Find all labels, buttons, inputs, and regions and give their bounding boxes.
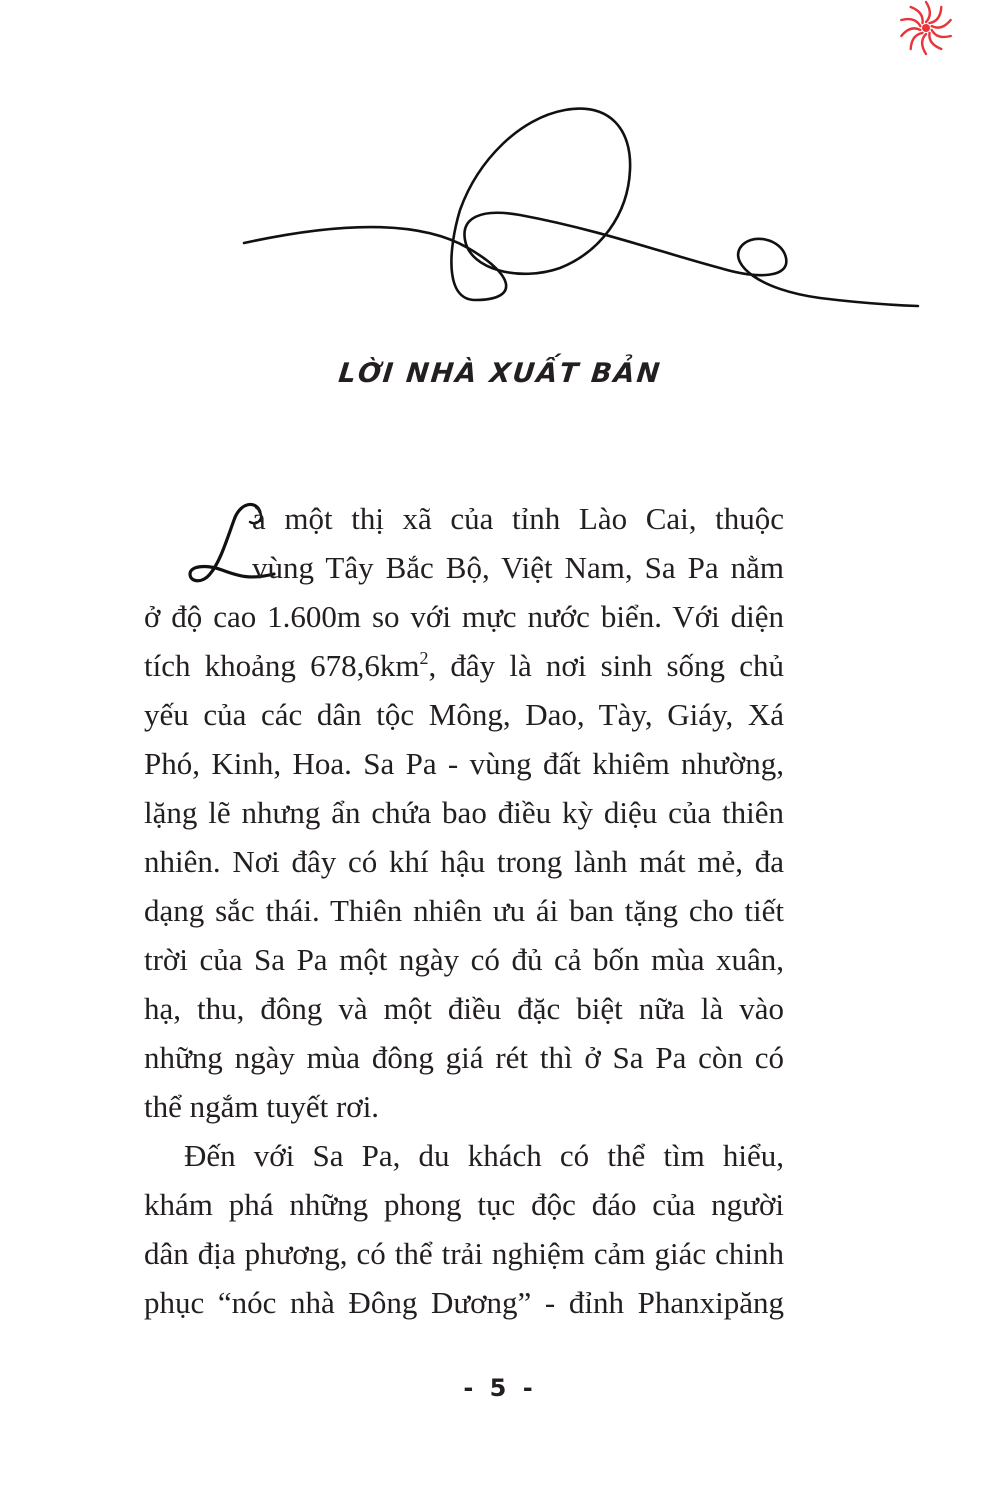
chapter-title: LỜI NHÀ XUẤT BẢN [337,358,663,389]
text-line: nhiên. Nơi đây có khí hậu trong lành mát mẻ, đa [144,844,784,879]
body-text [144,494,784,1327]
text-line [144,641,784,690]
text-segment: tích khoảng 678,6km [144,648,420,683]
text-line: Đến với Sa Pa, du khách có thể tìm hiểu, [184,1138,784,1173]
text-segment: , đây là nơi sinh sống chủ [428,648,784,683]
dropcap-text: L [186,496,187,497]
text-line: những ngày mùa đông giá rét thì ở Sa Pa còn có [144,1040,784,1075]
text-line: ở độ cao 1.600m so với mực nước biển. Với diện [144,599,784,634]
text-line: à một thị xã của tỉnh Lào Cai, thuộc [252,501,784,536]
text-line: dạng sắc thái. Thiên nhiên ưu ái ban tặng cho tiết [144,893,784,928]
text-line: dân địa phương, có thể trải nghiệm cảm giác chinh [144,1236,784,1271]
text-line: Phó, Kinh, Hoa. Sa Pa - vùng đất khiêm nhường, [144,746,784,781]
text-line: hạ, thu, đông và một điều đặc biệt nữa là vào [144,991,784,1026]
text-line: vùng Tây Bắc Bộ, Việt Nam, Sa Pa nằm [252,550,784,585]
text-line: trời của Sa Pa một ngày có đủ cả bốn mùa xuân, [144,942,784,977]
text-line: phục “nóc nhà Đông Dương” - đỉnh Phanxipăng [144,1285,784,1320]
text-line: lặng lẽ nhưng ẩn chứa bao điều kỳ diệu của thiên [144,795,784,830]
text-line: yếu của các dân tộc Mông, Dao, Tày, Giáy, Xá [144,697,784,732]
calligraphic-swirl-icon [0,0,1000,360]
text-line: thể ngắm tuyết rơi. [144,1089,380,1124]
superscript: 2 [419,648,429,668]
page-number: - 5 - [463,1374,537,1402]
text-line: khám phá những phong tục độc đáo của người [144,1187,784,1222]
